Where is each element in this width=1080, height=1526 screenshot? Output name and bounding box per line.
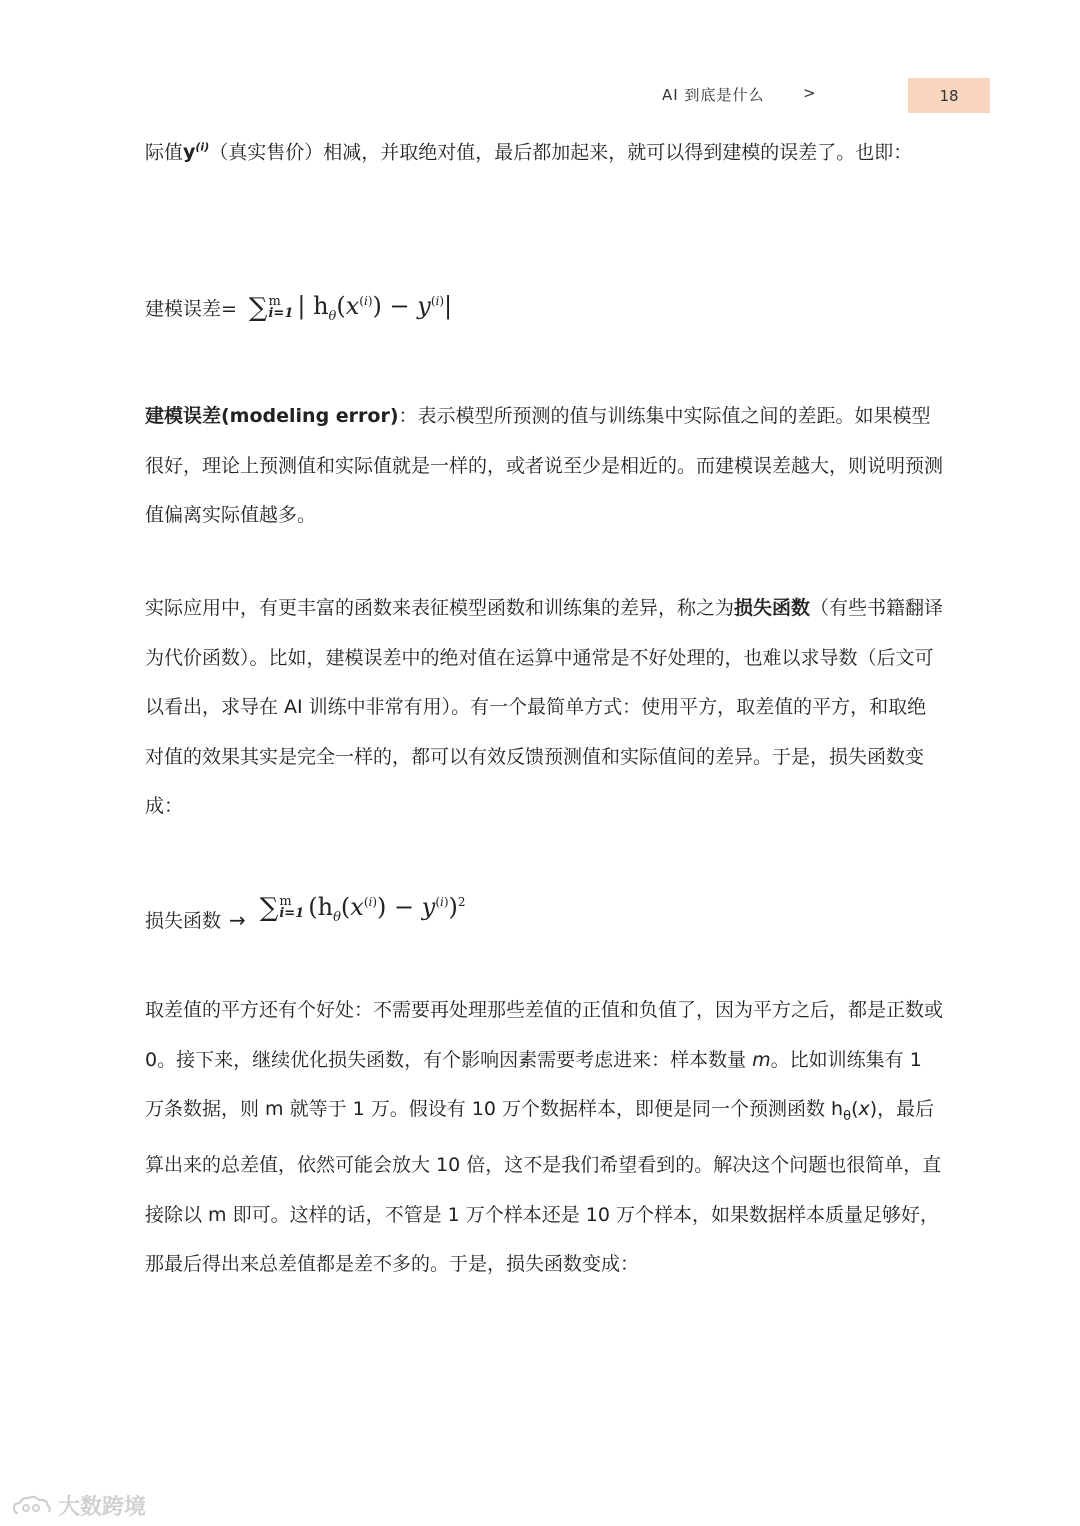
formula2-arrow: → [229,907,246,932]
loss-function-formula [145,884,466,933]
x-variable: x [858,1098,870,1120]
intro-rest: （真实售价）相减，并取绝对值，最后都加起来，就可以得到建模的误差了。也即： [209,141,913,164]
theta-subscript: θ [843,1108,852,1124]
formula2-expression: ∑ m i=1 $(h_\theta(x^{(i)}) - y^{(i)})^2$ [259,892,466,925]
header-arrow: > [803,84,816,102]
formula1-expression: ∑ m i=1 | $h_\theta(x^{(i)}) - y^{(i)}|$ [248,292,453,324]
watermark-text: 大数跨境 [58,1495,147,1520]
paragraph-modeling-error [145,392,945,541]
modeling-error-formula [145,292,452,324]
sample-text-c: ，最后算出来的总差值，依然可能会放大 10 倍，这不是我们希望看到的。解决这个问题也很简单，直接除以 m 即可。这样的话，不管是 1 万个样本还是 10 万个样本，如果数据样本质量足够好，那最后得出来总差值都是差不多的。于是，损失函数变成： [145,1098,942,1276]
paren-open: ( [851,1098,859,1120]
paragraph-intro [145,123,945,178]
m-variable: m [752,1048,771,1071]
paren-close: ) [869,1098,878,1120]
formula1-label: 建模误差= [145,298,237,321]
term-loss-function: 损失函数 [734,597,811,619]
paragraph-sample-count [145,986,945,1290]
intro-prefix: 际值 [145,141,184,164]
modeling-error-desc: ：表示模型所预测的值与训练集中实际值之间的差距。如果模型很好，理论上预测值和实际值就是一样的，或者说至少是相近的。而建模误差越大，则说明预测值偏离实际值越多。 [145,405,944,526]
paragraph-loss-function [145,584,945,832]
sample-text-a: 取差值的平方还有个好处：不需要再处理那些差值的正值和负值了，因为平方之后，都是正数或 0。接下来，继续优化损失函数，有个影响因素需要考虑进来：样本数量 [145,999,944,1071]
header-title: AI 到底是什么 [662,86,765,104]
term-modeling-error: 建模误差(modeling error) [145,405,399,427]
loss-after: （有些书籍翻译为代价函数）。比如，建模误差中的绝对值在运算中通常是不好处理的，也难以求导数（后文可以看出，求导在 AI 训练中非常有用）。有一个最简单方式：使用平方，取差值的平方，和取绝对值的效果其实是完全一样的，都可以有效反馈预测值和实际值间的差异。于是，损失函数变成： [145,597,944,817]
page-number-badge [908,78,990,113]
page-number: 18 [939,86,959,105]
formula2-label: 损失函数 [145,910,222,932]
cloud-logo-icon [12,1493,52,1519]
watermark [12,1490,146,1521]
y-variable: $y^{(i)}$ [183,141,210,164]
loss-before: 实际应用中，有更丰富的函数来表征模型函数和训练集的差异，称之为 [145,597,735,619]
sample-text-b: 。比如训练集有 1 万条数据，则 m 就等于 1 万。假设有 10 万个数据样本，即便是同一个预测函数 h [145,1048,922,1120]
